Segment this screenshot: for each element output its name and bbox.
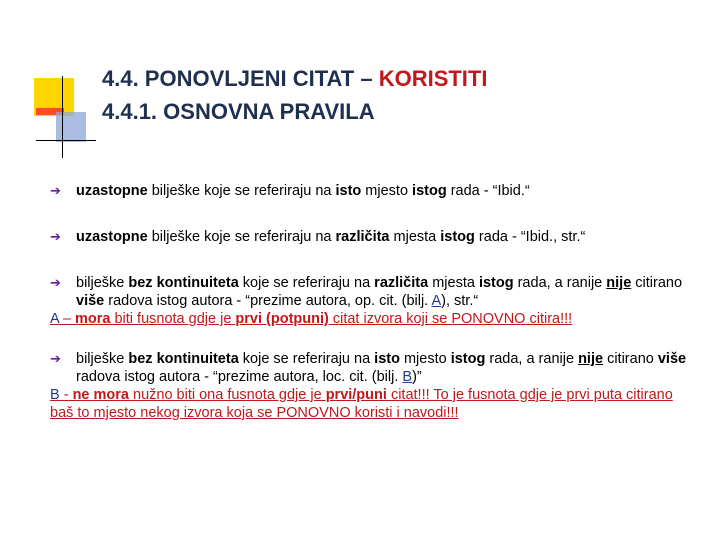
decor-vertical-line bbox=[62, 76, 63, 158]
note-a: A – mora biti fusnota gdje je prvi (potpuni) citat izvora koji se PONOVNO citira!!! bbox=[50, 311, 573, 327]
arrow-right-icon: ➔ bbox=[50, 351, 61, 366]
arrow-right-icon: ➔ bbox=[50, 183, 61, 198]
bullet-item-1: ➔ uzastopne bilješke koje se referiraju na isto mjesto istog rada - “Ibid.“ bbox=[50, 183, 530, 199]
title-line-1: 4.4. PONOVLJENI CITAT – KORISTITI bbox=[102, 66, 488, 91]
bullet-list bbox=[50, 182, 700, 422]
slide-title bbox=[102, 62, 487, 128]
arrow-right-icon: ➔ bbox=[50, 229, 61, 244]
decor-horizontal-line bbox=[36, 140, 96, 141]
bullet-item-4: ➔ bilješke bez kontinuiteta koje se referiraju na isto mjesto istog rada, a ranije nije citirano više radova istog autora - “prezime autora, loc. cit. (bilj. B)” bbox=[50, 351, 687, 385]
title-line-2: 4.4.1. OSNOVNA PRAVILA bbox=[102, 99, 375, 124]
decor-blue-square bbox=[56, 112, 86, 142]
arrow-right-icon: ➔ bbox=[50, 275, 61, 290]
note-b: B - ne mora nužno biti ona fusnota gdje je prvi/puni citat!!! To je fusnota gdje je prvi puta citirano baš to mjesto nekog izvora koja se PONOVNO koristi i navodi!!! bbox=[50, 387, 673, 421]
bullet-item-2: ➔ uzastopne bilješke koje se referiraju na različita mjesta istog rada - “Ibid., str.“ bbox=[50, 229, 586, 245]
bullet-item-3: ➔ bilješke bez kontinuiteta koje se referiraju na različita mjesta istog rada, a ranije nije citirano više radova istog autora - “prezime autora, op. cit. (bilj. A), str.“ bbox=[50, 275, 683, 309]
